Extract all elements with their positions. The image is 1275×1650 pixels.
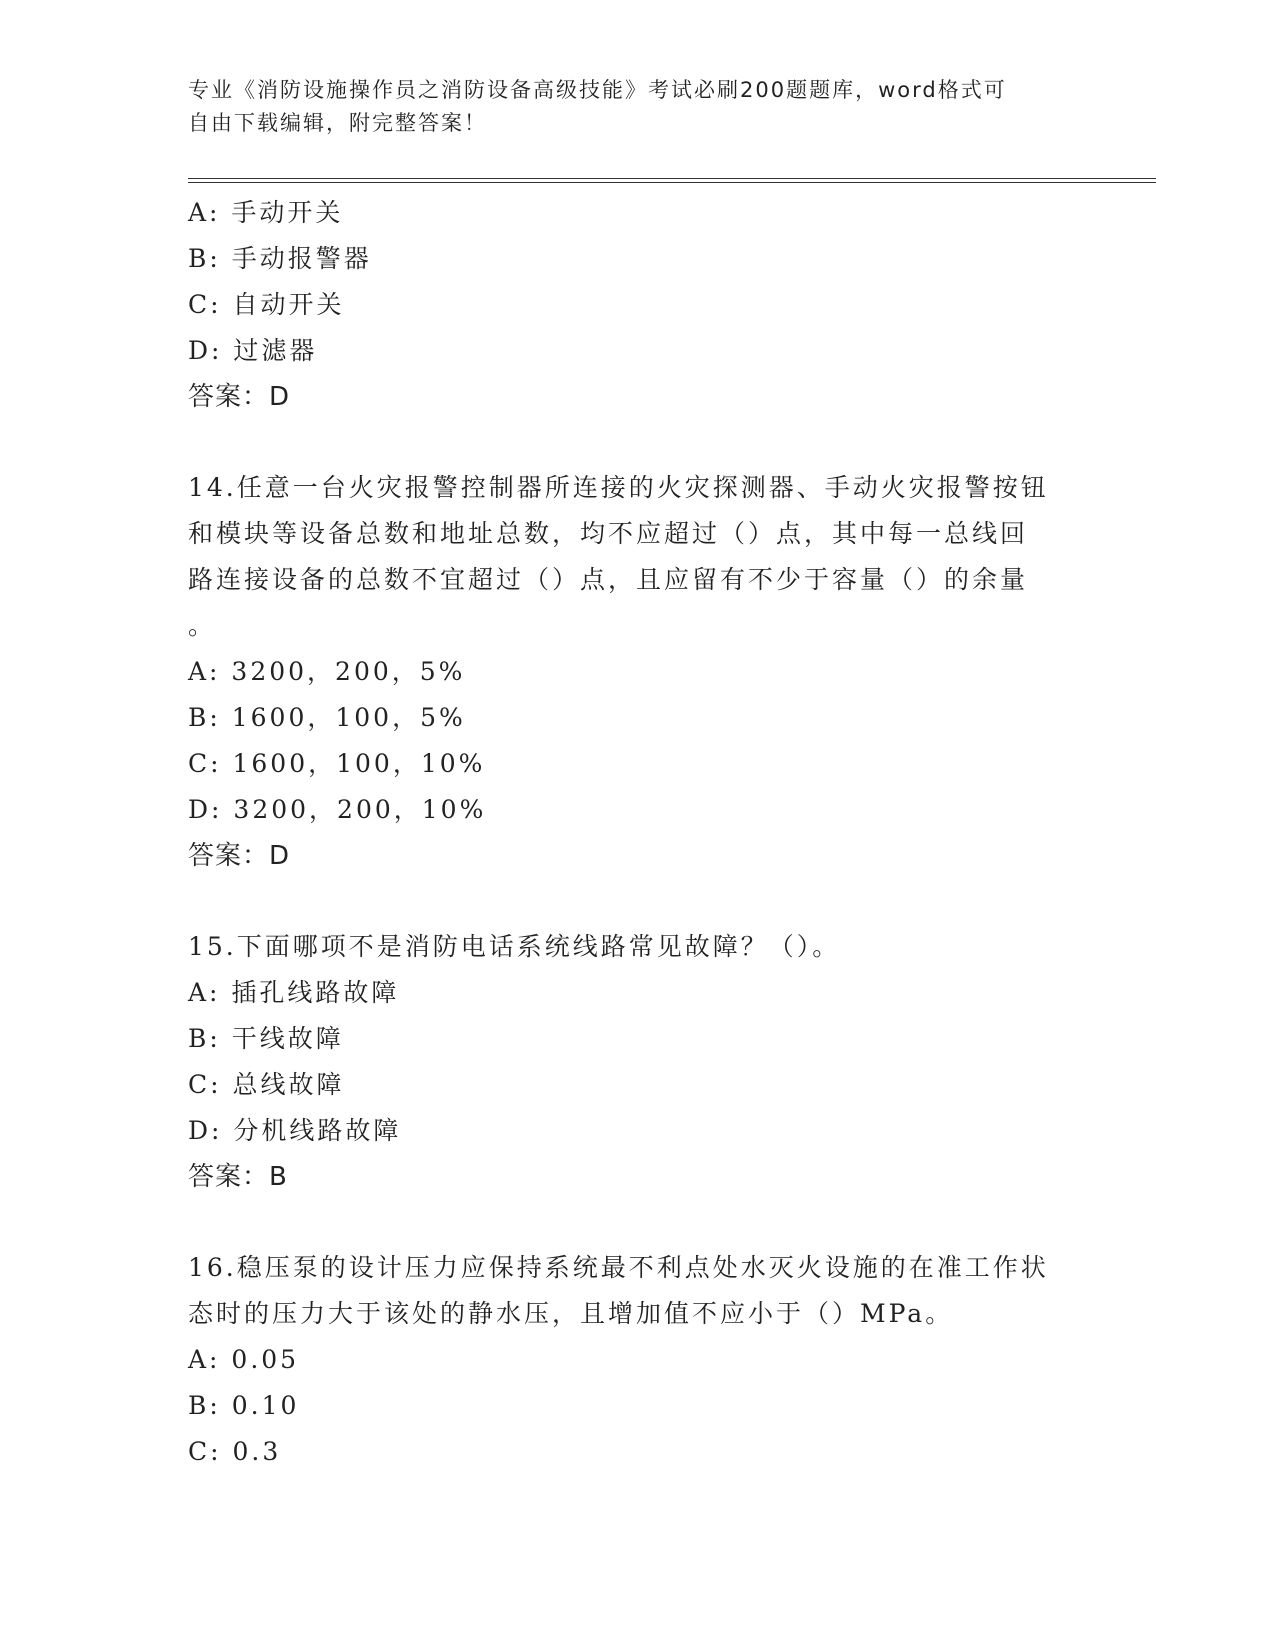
q15-stem-line-1: 15.下面哪项不是消防电话系统线路常见故障？（）。	[188, 932, 841, 961]
q15-answer: 答案：B	[188, 1162, 288, 1192]
header-divider	[188, 178, 1156, 183]
q16-stem-line-1: 16.稳压泵的设计压力应保持系统最不利点处水灭火设施的在准工作状	[188, 1253, 1049, 1282]
question-15	[188, 924, 1088, 1200]
q14-stem-line-4: 。	[188, 611, 217, 640]
q16-option-b: B: 0.10	[188, 1391, 300, 1420]
question-14	[188, 465, 1088, 879]
q14-option-d: D: 3200，200，10%	[188, 795, 487, 824]
q13-option-c: C: 自动开关	[188, 290, 345, 319]
header-line-2: 自由下载编辑，附完整答案！	[188, 111, 487, 135]
q15-option-c: C: 总线故障	[188, 1070, 345, 1099]
q14-stem-line-2: 和模块等设备总数和地址总数，均不应超过（）点，其中每一总线回	[188, 519, 1029, 548]
q14-option-c: C: 1600，100，10%	[188, 749, 486, 778]
question-content	[188, 190, 1088, 1475]
spacer	[188, 879, 1088, 924]
document-header	[188, 74, 1068, 140]
q14-option-a: A: 3200，200，5%	[188, 657, 466, 686]
q15-option-a: A: 插孔线路故障	[188, 978, 400, 1007]
q15-option-b: B: 干线故障	[188, 1024, 344, 1053]
header-line-1: 专业《消防设施操作员之消防设备高级技能》考试必刷200题题库，word格式可	[188, 78, 1007, 102]
spacer	[188, 1200, 1088, 1245]
q16-option-c: C: 0.3	[188, 1437, 282, 1466]
q13-option-a: A: 手动开关	[188, 198, 344, 227]
q14-stem-line-3: 路连接设备的总数不宜超过（）点，且应留有不少于容量（）的余量	[188, 565, 1029, 594]
question-16	[188, 1245, 1088, 1475]
q14-stem-line-1: 14.任意一台火灾报警控制器所连接的火灾探测器、手动火灾报警按钮	[188, 473, 1049, 502]
spacer	[188, 420, 1088, 465]
q14-answer: 答案：D	[188, 841, 291, 871]
q16-option-a: A: 0.05	[188, 1345, 300, 1374]
q16-stem-line-2: 态时的压力大于该处的静水压，且增加值不应小于（）MPa。	[188, 1299, 954, 1328]
question-13	[188, 190, 1088, 420]
q13-answer: 答案：D	[188, 382, 291, 412]
q13-option-d: D: 过滤器	[188, 336, 318, 365]
q15-option-d: D: 分机线路故障	[188, 1116, 402, 1145]
q13-option-b: B: 手动报警器	[188, 244, 372, 273]
q14-option-b: B: 1600，100，5%	[188, 703, 466, 732]
